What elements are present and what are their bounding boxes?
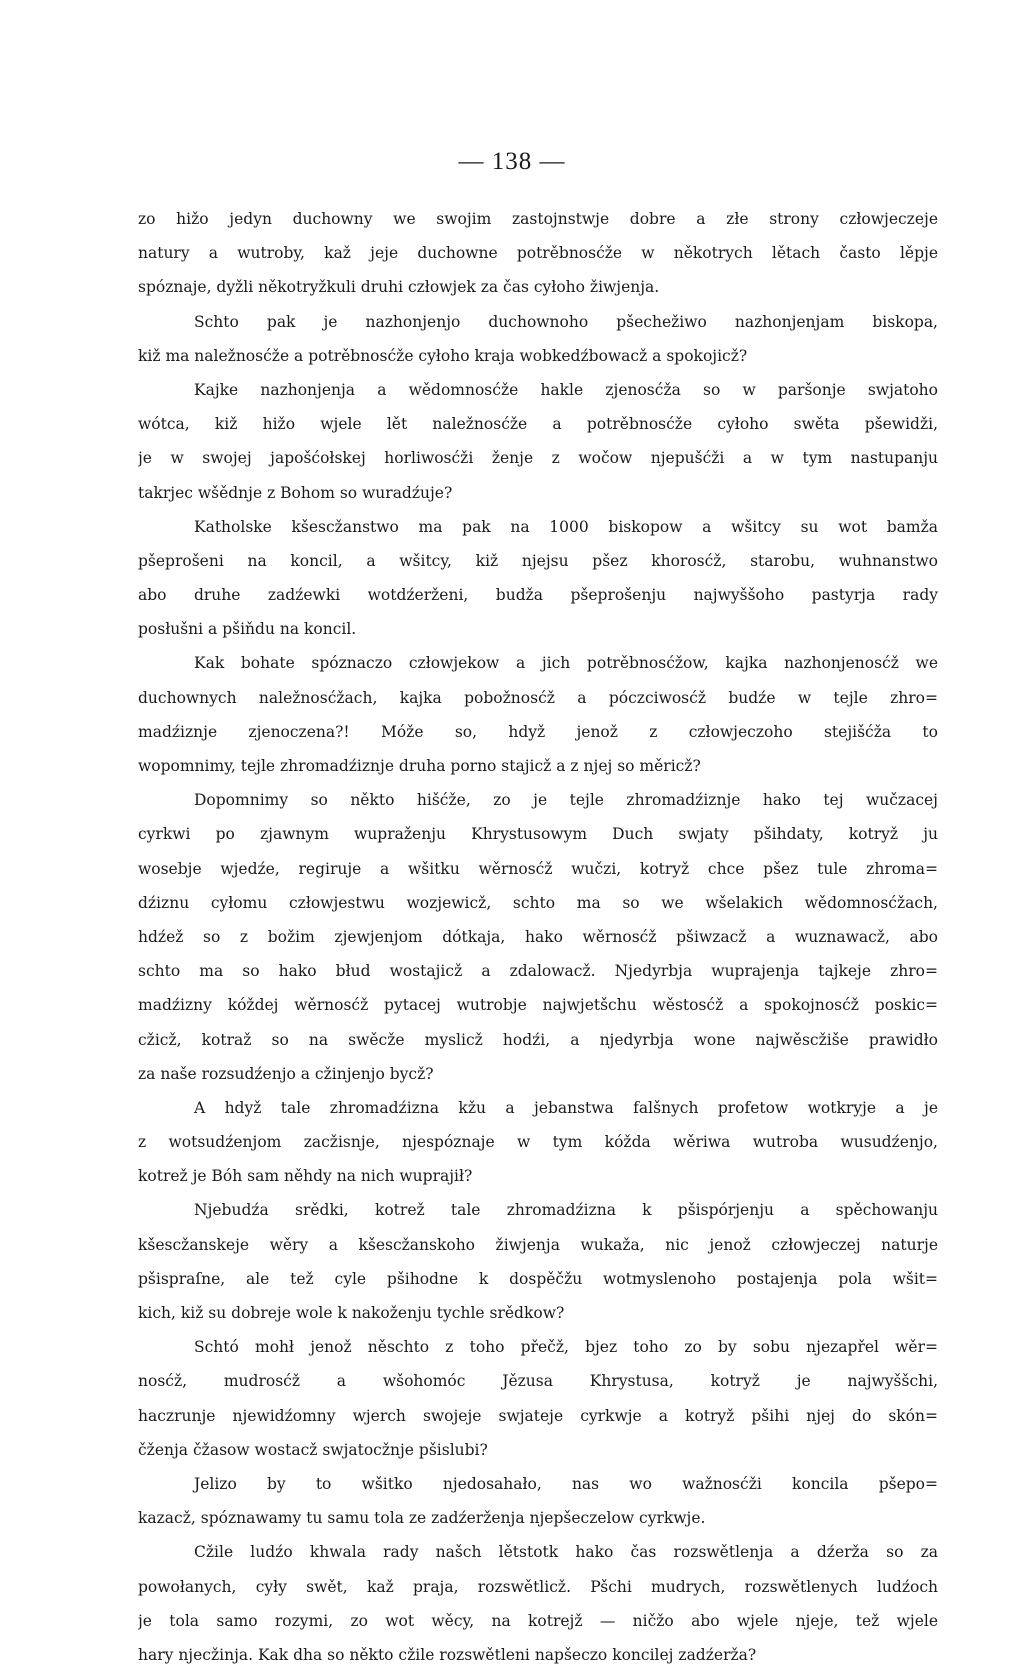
text-line: z wotsudźenjom zacžisnje, njespóznaje w tym kóžda wěriwa wutroba wusudźenjo, xyxy=(138,1133,938,1152)
text-line: Schto pak je nazhonjenjo duchownoho pšechežiwo nazhonjenjam biskopa, xyxy=(194,312,938,331)
text-line: kotrež je Bóh sam něhdy na nich wuprajił? xyxy=(138,1167,473,1186)
text-line: kich, kiž su dobreje wole k nakoženju tychle srědkow? xyxy=(138,1304,565,1322)
text-line: posłušni a pšiňdu na koncil. xyxy=(138,620,357,639)
text-line: Kajke nazhonjenja a wědomnosćže hakle zjenosćža so w paršonje swjatoho xyxy=(194,380,938,399)
text-line: Katholske kšescžanstwo ma pak na 1000 biskopow a wšitcy su wot bamža xyxy=(194,517,938,536)
text-line: cyrkwi po zjawnym wupraženju Khrystusowym Duch swjaty pšihdaty, kotryž ju xyxy=(138,825,938,844)
text-line: hdźež so z božim zjewjenjom dótkaja, hako wěrnosćž pšiwzacž a wuznawacž, abo xyxy=(138,927,938,946)
text-line: Dopomnimy so někto hišćže, zo je tejle zhromadźiznje hako tej wučzacej xyxy=(194,791,938,810)
text-line: wosebje wjedźe, regiruje a wšitku wěrnosćž wučzi, kotryž chce pšez tule zhroma= xyxy=(138,859,938,878)
text-line: je tola samo rozymi, zo wot wěcy, na kotrejž — ničžo abo wjele njeje, tež wjele xyxy=(138,1611,938,1630)
text-line: haczrunje njewidźomny wjerch swojeje swjateje cyrkwje a kotryž pšihi njej do skón= xyxy=(138,1406,938,1425)
text-line: čženja čžasow wostacž swjatocžnje pšislubi? xyxy=(138,1440,488,1459)
text-line: wopomnimy, tejle zhromadźiznje druha porno stajicž a z njej so měricž? xyxy=(138,757,701,775)
text-line: zo hižo jedyn duchowny we swojim zastojnstwje dobre a złe strony człowjeczeje xyxy=(138,210,938,228)
text-line: Schtó mohł jenož něschto z toho přečž, bjez toho zo by sobu njezapřel wěr= xyxy=(194,1338,938,1357)
text-line: takrjec wšědnje z Bohom so wuradźuje? xyxy=(138,483,453,502)
text-line: je w swojej japošćołskej horliwosćži ženje z wočow njepušćži a w tym nastupanju xyxy=(138,449,938,468)
text-line: kiž ma naležnosćže a potrěbnosćže cyłoho kraja wobkedźbowacž a spokojicž? xyxy=(138,346,748,365)
text-line: dźiznu cyłomu człowjestwu wozjewicž, schto ma so we wšelakich wědomnosćžach, xyxy=(138,893,938,912)
text-line: pšeprošeni na koncil, a wšitcy, kiž njejsu pšez khorosćž, starobu, wuhnanstwo xyxy=(138,551,938,570)
text-line: cžicž, kotraž so na swěcže myslicž hodźi, a njedyrbja wone najwěscžiše prawidło xyxy=(138,1030,938,1049)
text-line: natury a wutroby, kaž jeje duchowne potrěbnosćže w někotrych lětach často lěpje xyxy=(138,244,938,263)
text-line: Kak bohate spóznaczo człowjekow a jich potrěbnosćžow, kajka nazhonjenosćž we xyxy=(194,654,938,673)
text-line: za naše rozsudźenjo a cžinjenjo bycž? xyxy=(138,1064,434,1083)
text-line: madźiznje zjenoczena?! Móže so, hdyž jenož z człowjeczoho stejišćža to xyxy=(138,722,938,741)
text-line: kšescžanskeje wěry a kšescžanskoho žiwjenja wukaža, nic jenož człowjeczej naturje xyxy=(138,1235,938,1254)
text-line: duchownych naležnosćžach, kajka pobožnosćž a póczciwosćž budźe w tejle zhro= xyxy=(138,688,938,707)
text-line: madźizny kóždej wěrnosćž pytacej wutrobje najwjetšchu wěstosćž a spokojnosćž poskic= xyxy=(138,996,938,1015)
text-line: Njebudźa srědki, kotrež tale zhromadźizna k pšispórjenju a spěchowanju xyxy=(194,1201,938,1220)
text-line: A hdyž tale zhromadźizna kžu a jebanstwa falšnych profetow wotkryje a je xyxy=(194,1098,938,1117)
text-line: wótca, kiž hižo wjele lět naležnosćže a potrěbnosćže cyłoho swěta pšewidži, xyxy=(138,415,938,434)
text-line: powołanych, cyły swět, kaž praja, rozswětlicž. Pšchi mudrych, rozswětlenych ludźoch xyxy=(138,1577,938,1596)
body-text xyxy=(138,202,938,1672)
text-line: Jelizo by to wšitko njedosahało, nas wo wažnosćži koncila pšepo= xyxy=(194,1474,938,1493)
text-line: schto ma so hako błud wostajicž a zdalowacž. Njedyrbja wuprajenja tajkeje zhro= xyxy=(138,962,938,981)
page-number: — 138 — xyxy=(458,148,566,175)
text-line: Cžile ludźo khwala rady našch lětstotk hako čas rozswětlenja a dźerža so za xyxy=(194,1543,938,1562)
text-line: hary njecžinja. Kak dha so někto cžile rozswětleni napšeczo koncilej zadźerža? xyxy=(138,1645,757,1664)
text-line: spóznaje, dyžli někotryžkuli druhi człowjek za čas cyłoho žiwjenja. xyxy=(138,278,660,297)
text-line: pšispraſne, ale tež cyle pšihodne k dospěčžu wotmyslenoho postajenja pola wšit= xyxy=(138,1269,938,1288)
text-line: kazacž, spóznawamy tu samu tola ze zadźerženja njepšeczelow cyrkwje. xyxy=(138,1509,706,1528)
text-line: nosćž, mudrosćž a wšohomóc Jězusa Khrystusa, kotryž je najwyššchi, xyxy=(138,1372,938,1391)
text-line: abo druhe zadźewki wotdźerženi, budža pšeprošenju najwyššoho pastyrja rady xyxy=(138,586,938,605)
